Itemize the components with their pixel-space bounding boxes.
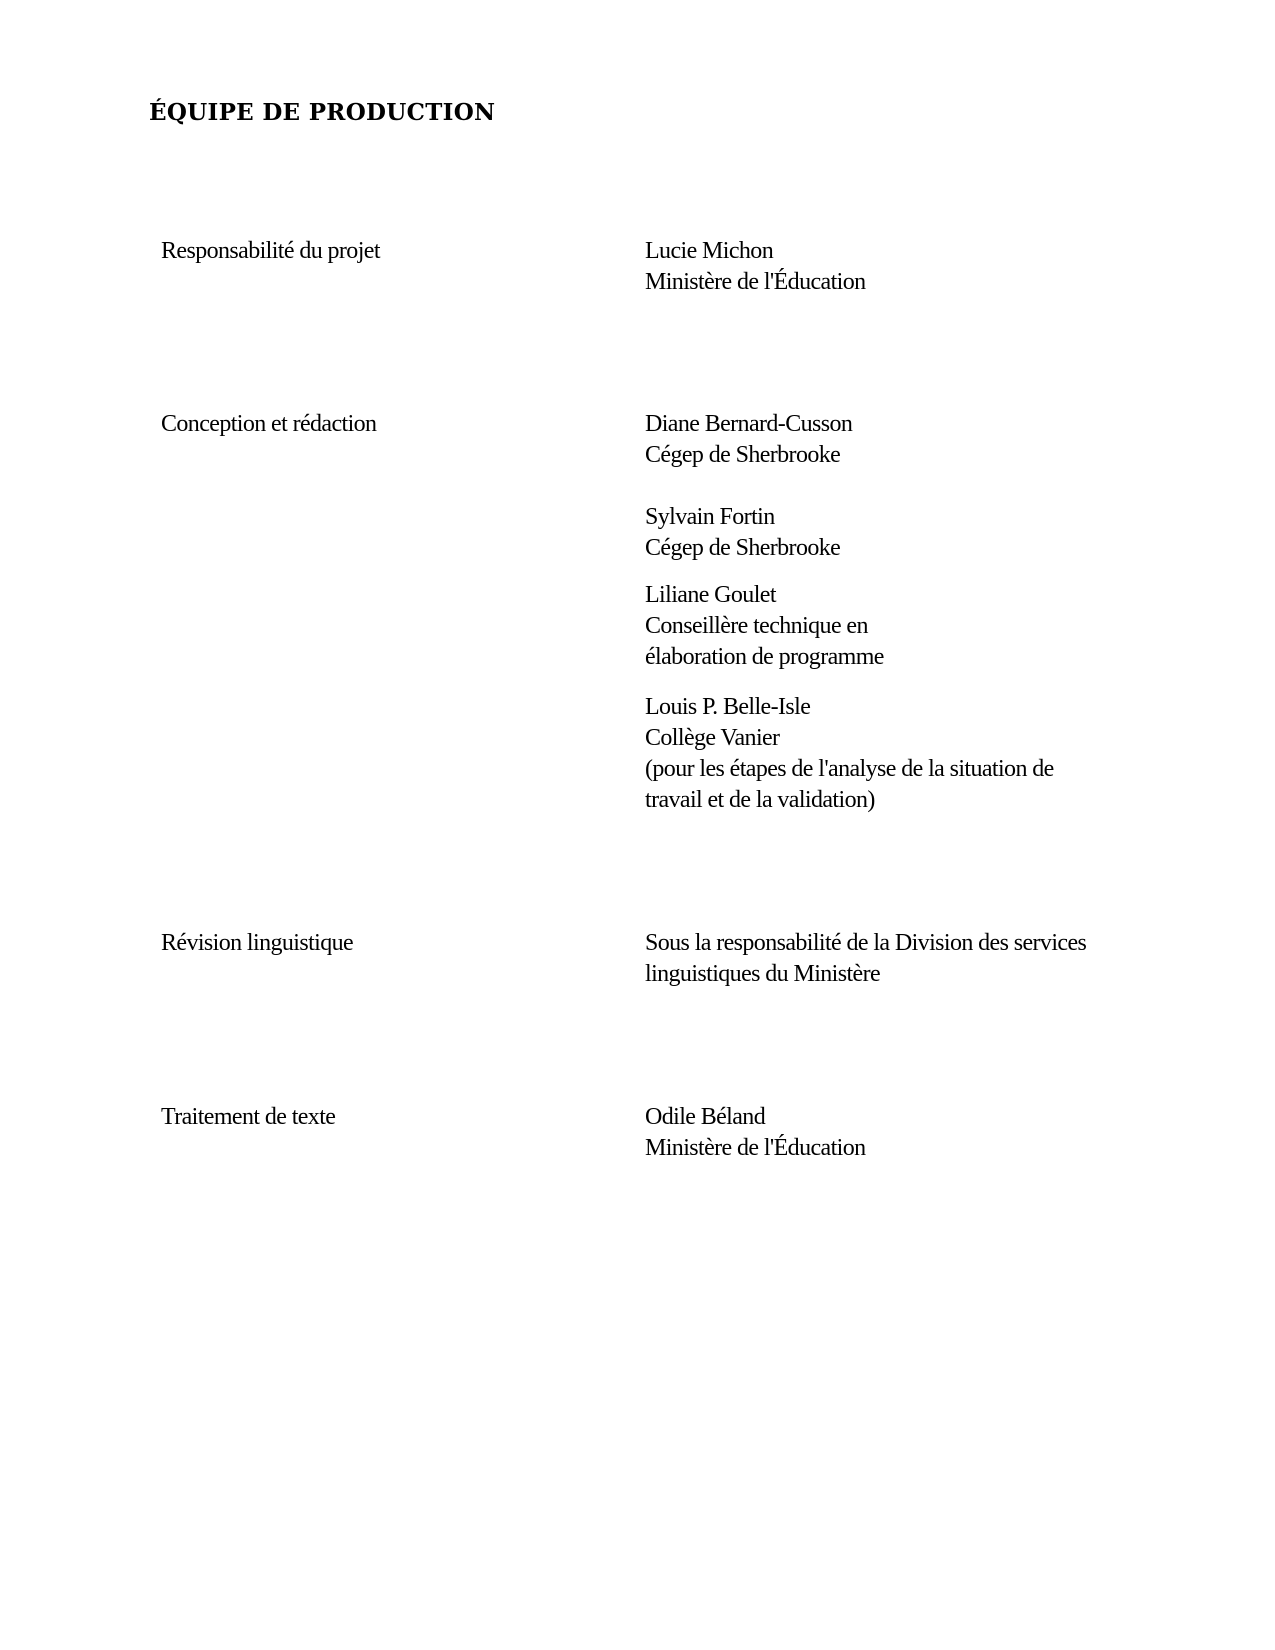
credit-affiliation: élaboration de programme bbox=[645, 644, 884, 670]
credit-name: Liliane Goulet bbox=[645, 582, 776, 608]
credit-affiliation: Ministère de l'Éducation bbox=[645, 1135, 866, 1161]
credit-entry-diane-bernard-cusson bbox=[645, 409, 1125, 471]
credit-description: Sous la responsabilité de la Division des services bbox=[645, 930, 1087, 956]
credit-entry-louis-belle-isle bbox=[645, 692, 1125, 816]
credit-entry-sylvain-fortin bbox=[645, 502, 1125, 564]
credit-affiliation: Cégep de Sherbrooke bbox=[645, 535, 841, 561]
section-label-language-review: Révision linguistique bbox=[161, 930, 354, 956]
credit-name: Lucie Michon bbox=[645, 238, 774, 264]
credit-entry-liliane-goulet bbox=[645, 580, 1125, 673]
credit-name: Diane Bernard-Cusson bbox=[645, 411, 853, 437]
section-label-project-responsibility: Responsabilité du projet bbox=[161, 238, 380, 264]
section-label-word-processing: Traitement de texte bbox=[161, 1104, 336, 1130]
credit-affiliation: Cégep de Sherbrooke bbox=[645, 442, 841, 468]
credit-affiliation: Collège Vanier bbox=[645, 725, 780, 751]
credit-note: (pour les étapes de l'analyse de la situation de bbox=[645, 756, 1054, 782]
credit-name: Sylvain Fortin bbox=[645, 504, 775, 530]
credit-name: Louis P. Belle-Isle bbox=[645, 694, 811, 720]
credit-note: travail et de la validation) bbox=[645, 787, 875, 813]
credit-entry-linguistic-services bbox=[645, 928, 1125, 990]
credit-affiliation: Ministère de l'Éducation bbox=[645, 269, 866, 295]
credit-entry-odile-beland bbox=[645, 1102, 1125, 1164]
credit-description: linguistiques du Ministère bbox=[645, 961, 881, 987]
credit-affiliation: Conseillère technique en bbox=[645, 613, 868, 639]
section-label-design-writing: Conception et rédaction bbox=[161, 411, 377, 437]
credit-entry-lucie-michon bbox=[645, 236, 1125, 298]
credit-name: Odile Béland bbox=[645, 1104, 766, 1130]
page-title: ÉQUIPE DE PRODUCTION bbox=[149, 99, 496, 126]
